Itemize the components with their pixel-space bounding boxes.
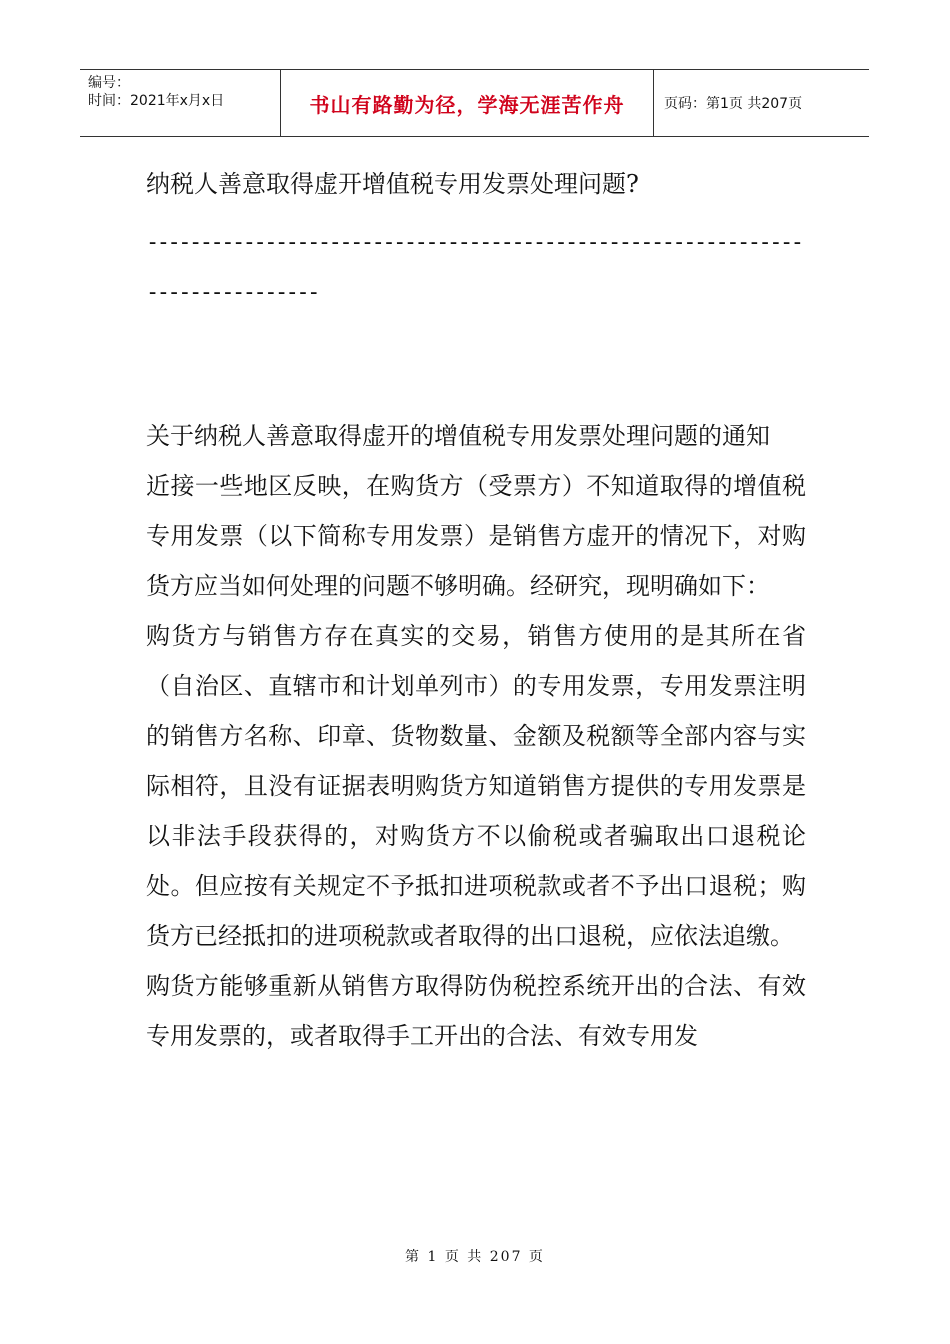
paragraph: 购货方能够重新从销售方取得防伪税控系统开出的合法、有效专用发票的，或者取得手工开出的合法、有效专用发 <box>146 972 806 1050</box>
paragraph: 关于纳税人善意取得虚开的增值税专用发票处理问题的通知 <box>146 422 770 450</box>
paragraph: 近接一些地区反映，在购货方（受票方）不知道取得的增值税专用发票（以下简称专用发票）是销售方虚开的情况下，对购货方应当如何处理的问题不够明确。经研究，现明确如下： <box>146 472 806 600</box>
paragraph: 购货方与销售方存在真实的交易，销售方使用的是其所在省（自治区、直辖市和计划单列市）的专用发票，专用发票注明的销售方名称、印章、货物数量、金额及税额等全部内容与实际相符，且没有证据表明购货方知道销售方提供的专用发票是以非法手段获得的，对购货方不以偷税或者骗取出口退税论处。但应按有关规定不予抵扣进项税款或者不予出口退税；购货方已经抵扣的进项税款或者取得的出口退税，应依法追缴。 <box>146 622 806 950</box>
document-body <box>146 411 806 1061</box>
page-header <box>80 69 869 137</box>
number-label: 编号： <box>88 75 130 91</box>
page-footer: 第 1 页 共 207 页 <box>405 1249 545 1265</box>
header-page-info: 页码：第1页 共207页 <box>664 96 803 112</box>
document-title: 纳税人善意取得虚开增值税专用发票处理问题? <box>146 170 639 198</box>
header-motto: 书山有路勤为径，学海无涯苦作舟 <box>281 70 654 136</box>
time-label: 时间：2021年x月x日 <box>88 93 225 109</box>
separator-line: ----------------------------------------------------------------------------- <box>146 230 802 305</box>
header-meta <box>80 70 281 136</box>
